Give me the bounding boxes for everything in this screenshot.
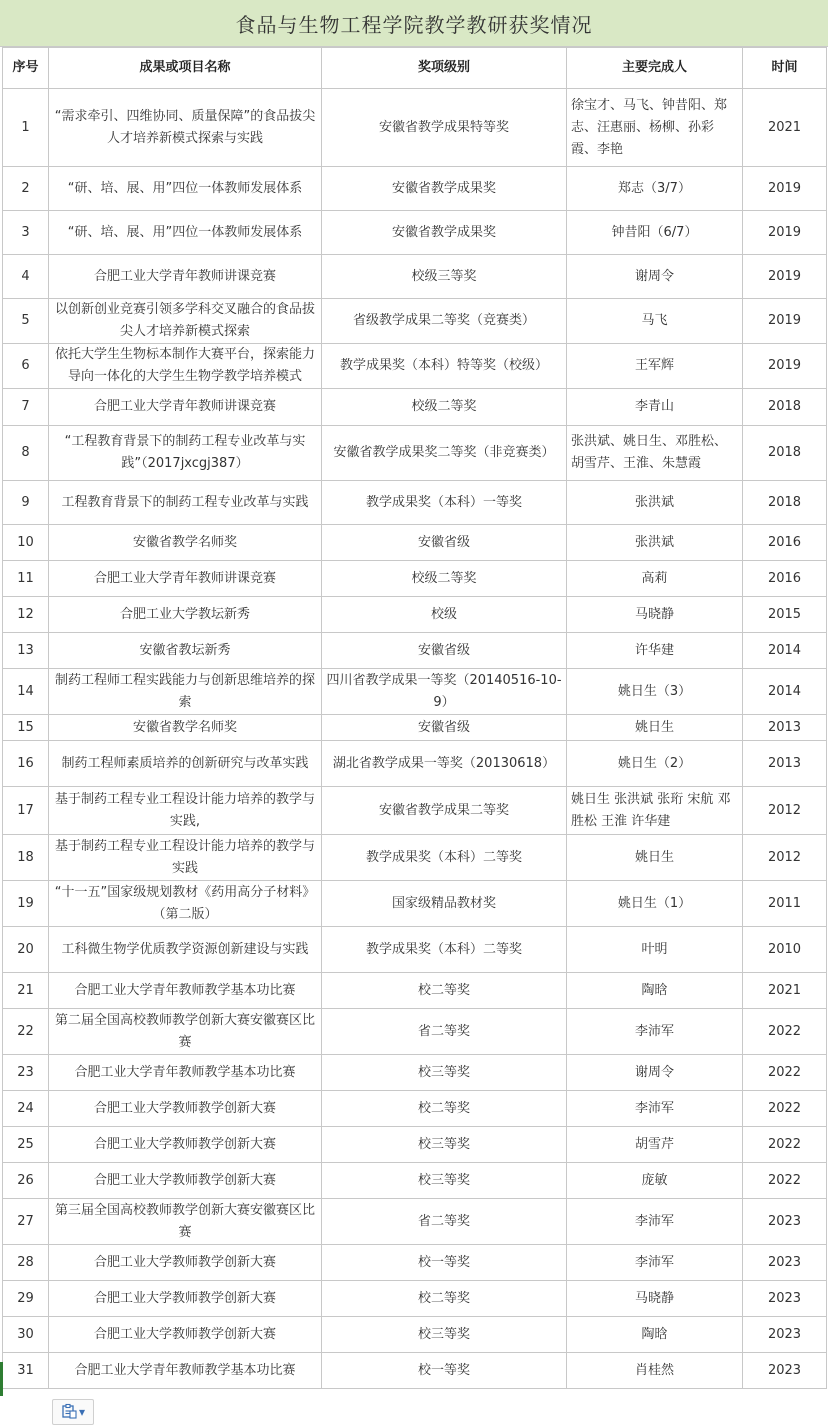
- year-cell[interactable]: 2022: [743, 1127, 827, 1163]
- row-number-cell[interactable]: 11: [3, 561, 49, 597]
- year-cell[interactable]: 2019: [743, 211, 827, 255]
- year-cell[interactable]: 2021: [743, 89, 827, 167]
- award-level-cell[interactable]: 校级二等奖: [322, 561, 567, 597]
- table-row: [3, 525, 827, 561]
- person-cell[interactable]: 马飞: [567, 299, 743, 344]
- clipboard-icon: [61, 1403, 77, 1422]
- award-name-cell[interactable]: 安徽省教学名师奖: [49, 525, 322, 561]
- award-level-cell[interactable]: 省二等奖: [322, 1009, 567, 1055]
- award-level-cell[interactable]: 校二等奖: [322, 1281, 567, 1317]
- person-cell[interactable]: 张洪斌、姚日生、邓胜松、胡雪芹、王淮、朱慧霞: [567, 426, 743, 481]
- award-level-cell[interactable]: 湖北省教学成果一等奖（20130618）: [322, 741, 567, 787]
- year-cell[interactable]: 2021: [743, 973, 827, 1009]
- table-row: [3, 669, 827, 715]
- person-cell[interactable]: 姚日生 张洪斌 张珩 宋航 邓胜松 王淮 许华建: [567, 787, 743, 835]
- award-name-cell[interactable]: 合肥工业大学教坛新秀: [49, 597, 322, 633]
- table-row: [3, 211, 827, 255]
- person-cell[interactable]: 陶晗: [567, 973, 743, 1009]
- header-cell-person[interactable]: 主要完成人: [567, 48, 743, 89]
- person-cell[interactable]: 姚日生（2）: [567, 741, 743, 787]
- award-level-cell[interactable]: 四川省教学成果一等奖（20140516-10-9）: [322, 669, 567, 715]
- award-name-cell[interactable]: 合肥工业大学青年教师讲课竞赛: [49, 255, 322, 299]
- award-name-cell[interactable]: 第三届全国高校教师教学创新大赛安徽赛区比赛: [49, 1199, 322, 1245]
- year-cell[interactable]: 2023: [743, 1245, 827, 1281]
- award-name-cell[interactable]: 合肥工业大学青年教师讲课竞赛: [49, 389, 322, 426]
- award-name-cell[interactable]: 合肥工业大学青年教师讲课竞赛: [49, 561, 322, 597]
- chevron-down-icon: ▾: [78, 1405, 86, 1419]
- year-cell[interactable]: 2023: [743, 1317, 827, 1353]
- person-cell[interactable]: 张洪斌: [567, 525, 743, 561]
- row-number-cell[interactable]: 20: [3, 927, 49, 973]
- year-cell[interactable]: 2023: [743, 1199, 827, 1245]
- table-row: [3, 633, 827, 669]
- table-row: [3, 1317, 827, 1353]
- row-number-cell[interactable]: 31: [3, 1353, 49, 1389]
- person-cell[interactable]: 谢周令: [567, 255, 743, 299]
- award-name-cell[interactable]: “研、培、展、用”四位一体教师发展体系: [49, 211, 322, 255]
- year-cell[interactable]: 2019: [743, 255, 827, 299]
- year-cell[interactable]: 2010: [743, 927, 827, 973]
- sheet-title[interactable]: 食品与生物工程学院教学教研获奖情况: [0, 0, 828, 47]
- award-level-cell[interactable]: 安徽省级: [322, 633, 567, 669]
- active-row-marker: [0, 1362, 3, 1396]
- award-level-cell[interactable]: 安徽省教学成果奖: [322, 211, 567, 255]
- person-cell[interactable]: 郑志（3/7）: [567, 167, 743, 211]
- person-cell[interactable]: 徐宝才、马飞、钟昔阳、郑志、汪惠丽、杨柳、孙彩霞、李艳: [567, 89, 743, 167]
- year-cell[interactable]: 2018: [743, 389, 827, 426]
- year-cell[interactable]: 2019: [743, 344, 827, 389]
- table-row: [3, 835, 827, 881]
- year-cell[interactable]: 2012: [743, 787, 827, 835]
- row-number-cell[interactable]: 15: [3, 715, 49, 741]
- table-row: [3, 1127, 827, 1163]
- award-level-cell[interactable]: 校三等奖: [322, 1163, 567, 1199]
- row-number-cell[interactable]: 18: [3, 835, 49, 881]
- award-level-cell[interactable]: 校三等奖: [322, 1055, 567, 1091]
- row-number-cell[interactable]: 26: [3, 1163, 49, 1199]
- person-cell[interactable]: 马晓静: [567, 1281, 743, 1317]
- year-cell[interactable]: 2018: [743, 481, 827, 525]
- award-name-cell[interactable]: 安徽省教学名师奖: [49, 715, 322, 741]
- table-row: [3, 167, 827, 211]
- table-row: [3, 1055, 827, 1091]
- year-cell[interactable]: 2022: [743, 1163, 827, 1199]
- award-level-cell[interactable]: 校级: [322, 597, 567, 633]
- header-cell-level[interactable]: 奖项级别: [322, 48, 567, 89]
- row-number-cell[interactable]: 30: [3, 1317, 49, 1353]
- person-cell[interactable]: 王军辉: [567, 344, 743, 389]
- award-name-cell[interactable]: 工程教育背景下的制药工程专业改革与实践: [49, 481, 322, 525]
- award-level-cell[interactable]: 教学成果奖（本科）特等奖（校级）: [322, 344, 567, 389]
- year-cell[interactable]: 2018: [743, 426, 827, 481]
- award-level-cell[interactable]: 安徽省教学成果奖: [322, 167, 567, 211]
- person-cell[interactable]: 姚日生（1）: [567, 881, 743, 927]
- award-level-cell[interactable]: 校二等奖: [322, 973, 567, 1009]
- award-name-cell[interactable]: 合肥工业大学青年教师教学基本功比赛: [49, 973, 322, 1009]
- award-name-cell[interactable]: 合肥工业大学教师教学创新大赛: [49, 1281, 322, 1317]
- year-cell[interactable]: 2019: [743, 167, 827, 211]
- person-cell[interactable]: 高莉: [567, 561, 743, 597]
- table-row: [3, 787, 827, 835]
- year-cell[interactable]: 2022: [743, 1009, 827, 1055]
- award-name-cell[interactable]: 第二届全国高校教师教学创新大赛安徽赛区比赛: [49, 1009, 322, 1055]
- award-name-cell[interactable]: “研、培、展、用”四位一体教师发展体系: [49, 167, 322, 211]
- paste-options-button[interactable]: [52, 1399, 94, 1425]
- table-row: [3, 389, 827, 426]
- award-level-cell[interactable]: 教学成果奖（本科）二等奖: [322, 835, 567, 881]
- person-cell[interactable]: 许华建: [567, 633, 743, 669]
- award-name-cell[interactable]: “工程教育背景下的制药工程专业改革与实践”（2017jxcgj387）: [49, 426, 322, 481]
- table-row: [3, 255, 827, 299]
- row-number-cell[interactable]: 27: [3, 1199, 49, 1245]
- row-number-cell[interactable]: 23: [3, 1055, 49, 1091]
- table-row: [3, 1245, 827, 1281]
- award-level-cell[interactable]: 校一等奖: [322, 1353, 567, 1389]
- award-level-cell[interactable]: 校一等奖: [322, 1245, 567, 1281]
- award-name-cell[interactable]: 合肥工业大学教师教学创新大赛: [49, 1091, 322, 1127]
- table-row: [3, 561, 827, 597]
- row-number-cell[interactable]: 5: [3, 299, 49, 344]
- award-name-cell[interactable]: “需求牵引、四维协同、质量保障”的食品拔尖人才培养新模式探索与实践: [49, 89, 322, 167]
- person-cell[interactable]: 肖桂然: [567, 1353, 743, 1389]
- award-level-cell[interactable]: 校二等奖: [322, 1091, 567, 1127]
- award-level-cell[interactable]: 省二等奖: [322, 1199, 567, 1245]
- person-cell[interactable]: 钟昔阳（6/7）: [567, 211, 743, 255]
- award-level-cell[interactable]: 校级三等奖: [322, 255, 567, 299]
- awards-table: [2, 47, 827, 1389]
- award-level-cell[interactable]: 安徽省教学成果特等奖: [322, 89, 567, 167]
- award-name-cell[interactable]: 制药工程师素质培养的创新研究与改革实践: [49, 741, 322, 787]
- row-number-cell[interactable]: 12: [3, 597, 49, 633]
- table-row: [3, 881, 827, 927]
- header-cell-name[interactable]: 成果或项目名称: [49, 48, 322, 89]
- row-number-cell[interactable]: 22: [3, 1009, 49, 1055]
- award-level-cell[interactable]: 安徽省级: [322, 525, 567, 561]
- award-name-cell[interactable]: 合肥工业大学教师教学创新大赛: [49, 1163, 322, 1199]
- table-row: [3, 1091, 827, 1127]
- table-row: [3, 927, 827, 973]
- row-number-cell[interactable]: 14: [3, 669, 49, 715]
- person-cell[interactable]: 庞敏: [567, 1163, 743, 1199]
- table-row: [3, 344, 827, 389]
- table-row: [3, 481, 827, 525]
- award-level-cell[interactable]: 安徽省教学成果二等奖: [322, 787, 567, 835]
- year-cell[interactable]: 2023: [743, 1281, 827, 1317]
- table-row: [3, 426, 827, 481]
- header-cell-year[interactable]: 时间: [743, 48, 827, 89]
- person-cell[interactable]: 张洪斌: [567, 481, 743, 525]
- person-cell[interactable]: 李青山: [567, 389, 743, 426]
- row-number-cell[interactable]: 7: [3, 389, 49, 426]
- year-cell[interactable]: 2023: [743, 1353, 827, 1389]
- award-name-cell[interactable]: 合肥工业大学教师教学创新大赛: [49, 1127, 322, 1163]
- row-number-cell[interactable]: 4: [3, 255, 49, 299]
- person-cell[interactable]: 胡雪芹: [567, 1127, 743, 1163]
- person-cell[interactable]: 姚日生: [567, 715, 743, 741]
- award-name-cell[interactable]: 工科微生物学优质教学资源创新建设与实践: [49, 927, 322, 973]
- row-number-cell[interactable]: 25: [3, 1127, 49, 1163]
- person-cell[interactable]: 叶明: [567, 927, 743, 973]
- row-number-cell[interactable]: 16: [3, 741, 49, 787]
- bottom-strip: [0, 1396, 828, 1426]
- award-level-cell[interactable]: 校级二等奖: [322, 389, 567, 426]
- row-number-cell[interactable]: 21: [3, 973, 49, 1009]
- row-number-cell[interactable]: 29: [3, 1281, 49, 1317]
- award-level-cell[interactable]: 教学成果奖（本科）一等奖: [322, 481, 567, 525]
- row-number-cell[interactable]: 9: [3, 481, 49, 525]
- person-cell[interactable]: 马晓静: [567, 597, 743, 633]
- header-row: [3, 48, 827, 89]
- table-row: [3, 741, 827, 787]
- year-cell[interactable]: 2016: [743, 561, 827, 597]
- year-cell[interactable]: 2013: [743, 715, 827, 741]
- award-level-cell[interactable]: 省级教学成果二等奖（竞赛类）: [322, 299, 567, 344]
- row-number-cell[interactable]: 10: [3, 525, 49, 561]
- year-cell[interactable]: 2016: [743, 525, 827, 561]
- table-row: [3, 89, 827, 167]
- year-cell[interactable]: 2014: [743, 669, 827, 715]
- award-name-cell[interactable]: 以创新创业竞赛引领多学科交叉融合的食品拔尖人才培养新模式探索: [49, 299, 322, 344]
- row-number-cell[interactable]: 17: [3, 787, 49, 835]
- award-level-cell[interactable]: 教学成果奖（本科）二等奖: [322, 927, 567, 973]
- person-cell[interactable]: 李沛军: [567, 1091, 743, 1127]
- award-name-cell[interactable]: 安徽省教坛新秀: [49, 633, 322, 669]
- award-name-cell[interactable]: “十一五”国家级规划教材《药用高分子材料》（第二版）: [49, 881, 322, 927]
- person-cell[interactable]: 陶晗: [567, 1317, 743, 1353]
- year-cell[interactable]: 2011: [743, 881, 827, 927]
- award-name-cell[interactable]: 基于制药工程专业工程设计能力培养的教学与实践,: [49, 787, 322, 835]
- row-number-cell[interactable]: 3: [3, 211, 49, 255]
- table-row: [3, 1199, 827, 1245]
- award-level-cell[interactable]: 安徽省级: [322, 715, 567, 741]
- person-cell[interactable]: 姚日生: [567, 835, 743, 881]
- row-number-cell[interactable]: 1: [3, 89, 49, 167]
- award-name-cell[interactable]: 基于制药工程专业工程设计能力培养的教学与实践: [49, 835, 322, 881]
- award-name-cell[interactable]: 合肥工业大学青年教师教学基本功比赛: [49, 1353, 322, 1389]
- row-number-cell[interactable]: 24: [3, 1091, 49, 1127]
- year-cell[interactable]: 2013: [743, 741, 827, 787]
- award-level-cell[interactable]: 校三等奖: [322, 1127, 567, 1163]
- header-cell-no[interactable]: 序号: [3, 48, 49, 89]
- year-cell[interactable]: 2014: [743, 633, 827, 669]
- person-cell[interactable]: 李沛军: [567, 1199, 743, 1245]
- award-level-cell[interactable]: 安徽省教学成果奖二等奖（非竞赛类）: [322, 426, 567, 481]
- table-row: [3, 1353, 827, 1389]
- row-number-cell[interactable]: 6: [3, 344, 49, 389]
- year-cell[interactable]: 2015: [743, 597, 827, 633]
- award-name-cell[interactable]: 合肥工业大学教师教学创新大赛: [49, 1317, 322, 1353]
- person-cell[interactable]: 谢周令: [567, 1055, 743, 1091]
- table-row: [3, 1009, 827, 1055]
- table-row: [3, 597, 827, 633]
- person-cell[interactable]: 李沛军: [567, 1009, 743, 1055]
- year-cell[interactable]: 2022: [743, 1055, 827, 1091]
- table-row: [3, 1281, 827, 1317]
- table-row: [3, 1163, 827, 1199]
- person-cell[interactable]: 姚日生（3）: [567, 669, 743, 715]
- table-row: [3, 973, 827, 1009]
- award-name-cell[interactable]: 合肥工业大学青年教师教学基本功比赛: [49, 1055, 322, 1091]
- year-cell[interactable]: 2022: [743, 1091, 827, 1127]
- award-level-cell[interactable]: 校三等奖: [322, 1317, 567, 1353]
- row-number-cell[interactable]: 13: [3, 633, 49, 669]
- table-row: [3, 715, 827, 741]
- person-cell[interactable]: 李沛军: [567, 1245, 743, 1281]
- row-number-cell[interactable]: 28: [3, 1245, 49, 1281]
- row-number-cell[interactable]: 8: [3, 426, 49, 481]
- award-name-cell[interactable]: 合肥工业大学教师教学创新大赛: [49, 1245, 322, 1281]
- year-cell[interactable]: 2019: [743, 299, 827, 344]
- year-cell[interactable]: 2012: [743, 835, 827, 881]
- award-level-cell[interactable]: 国家级精品教材奖: [322, 881, 567, 927]
- award-name-cell[interactable]: 依托大学生生物标本制作大赛平台，探索能力导向一体化的大学生生物学教学培养模式: [49, 344, 322, 389]
- award-name-cell[interactable]: 制药工程师工程实践能力与创新思维培养的探索: [49, 669, 322, 715]
- row-number-cell[interactable]: 2: [3, 167, 49, 211]
- table-row: [3, 299, 827, 344]
- row-number-cell[interactable]: 19: [3, 881, 49, 927]
